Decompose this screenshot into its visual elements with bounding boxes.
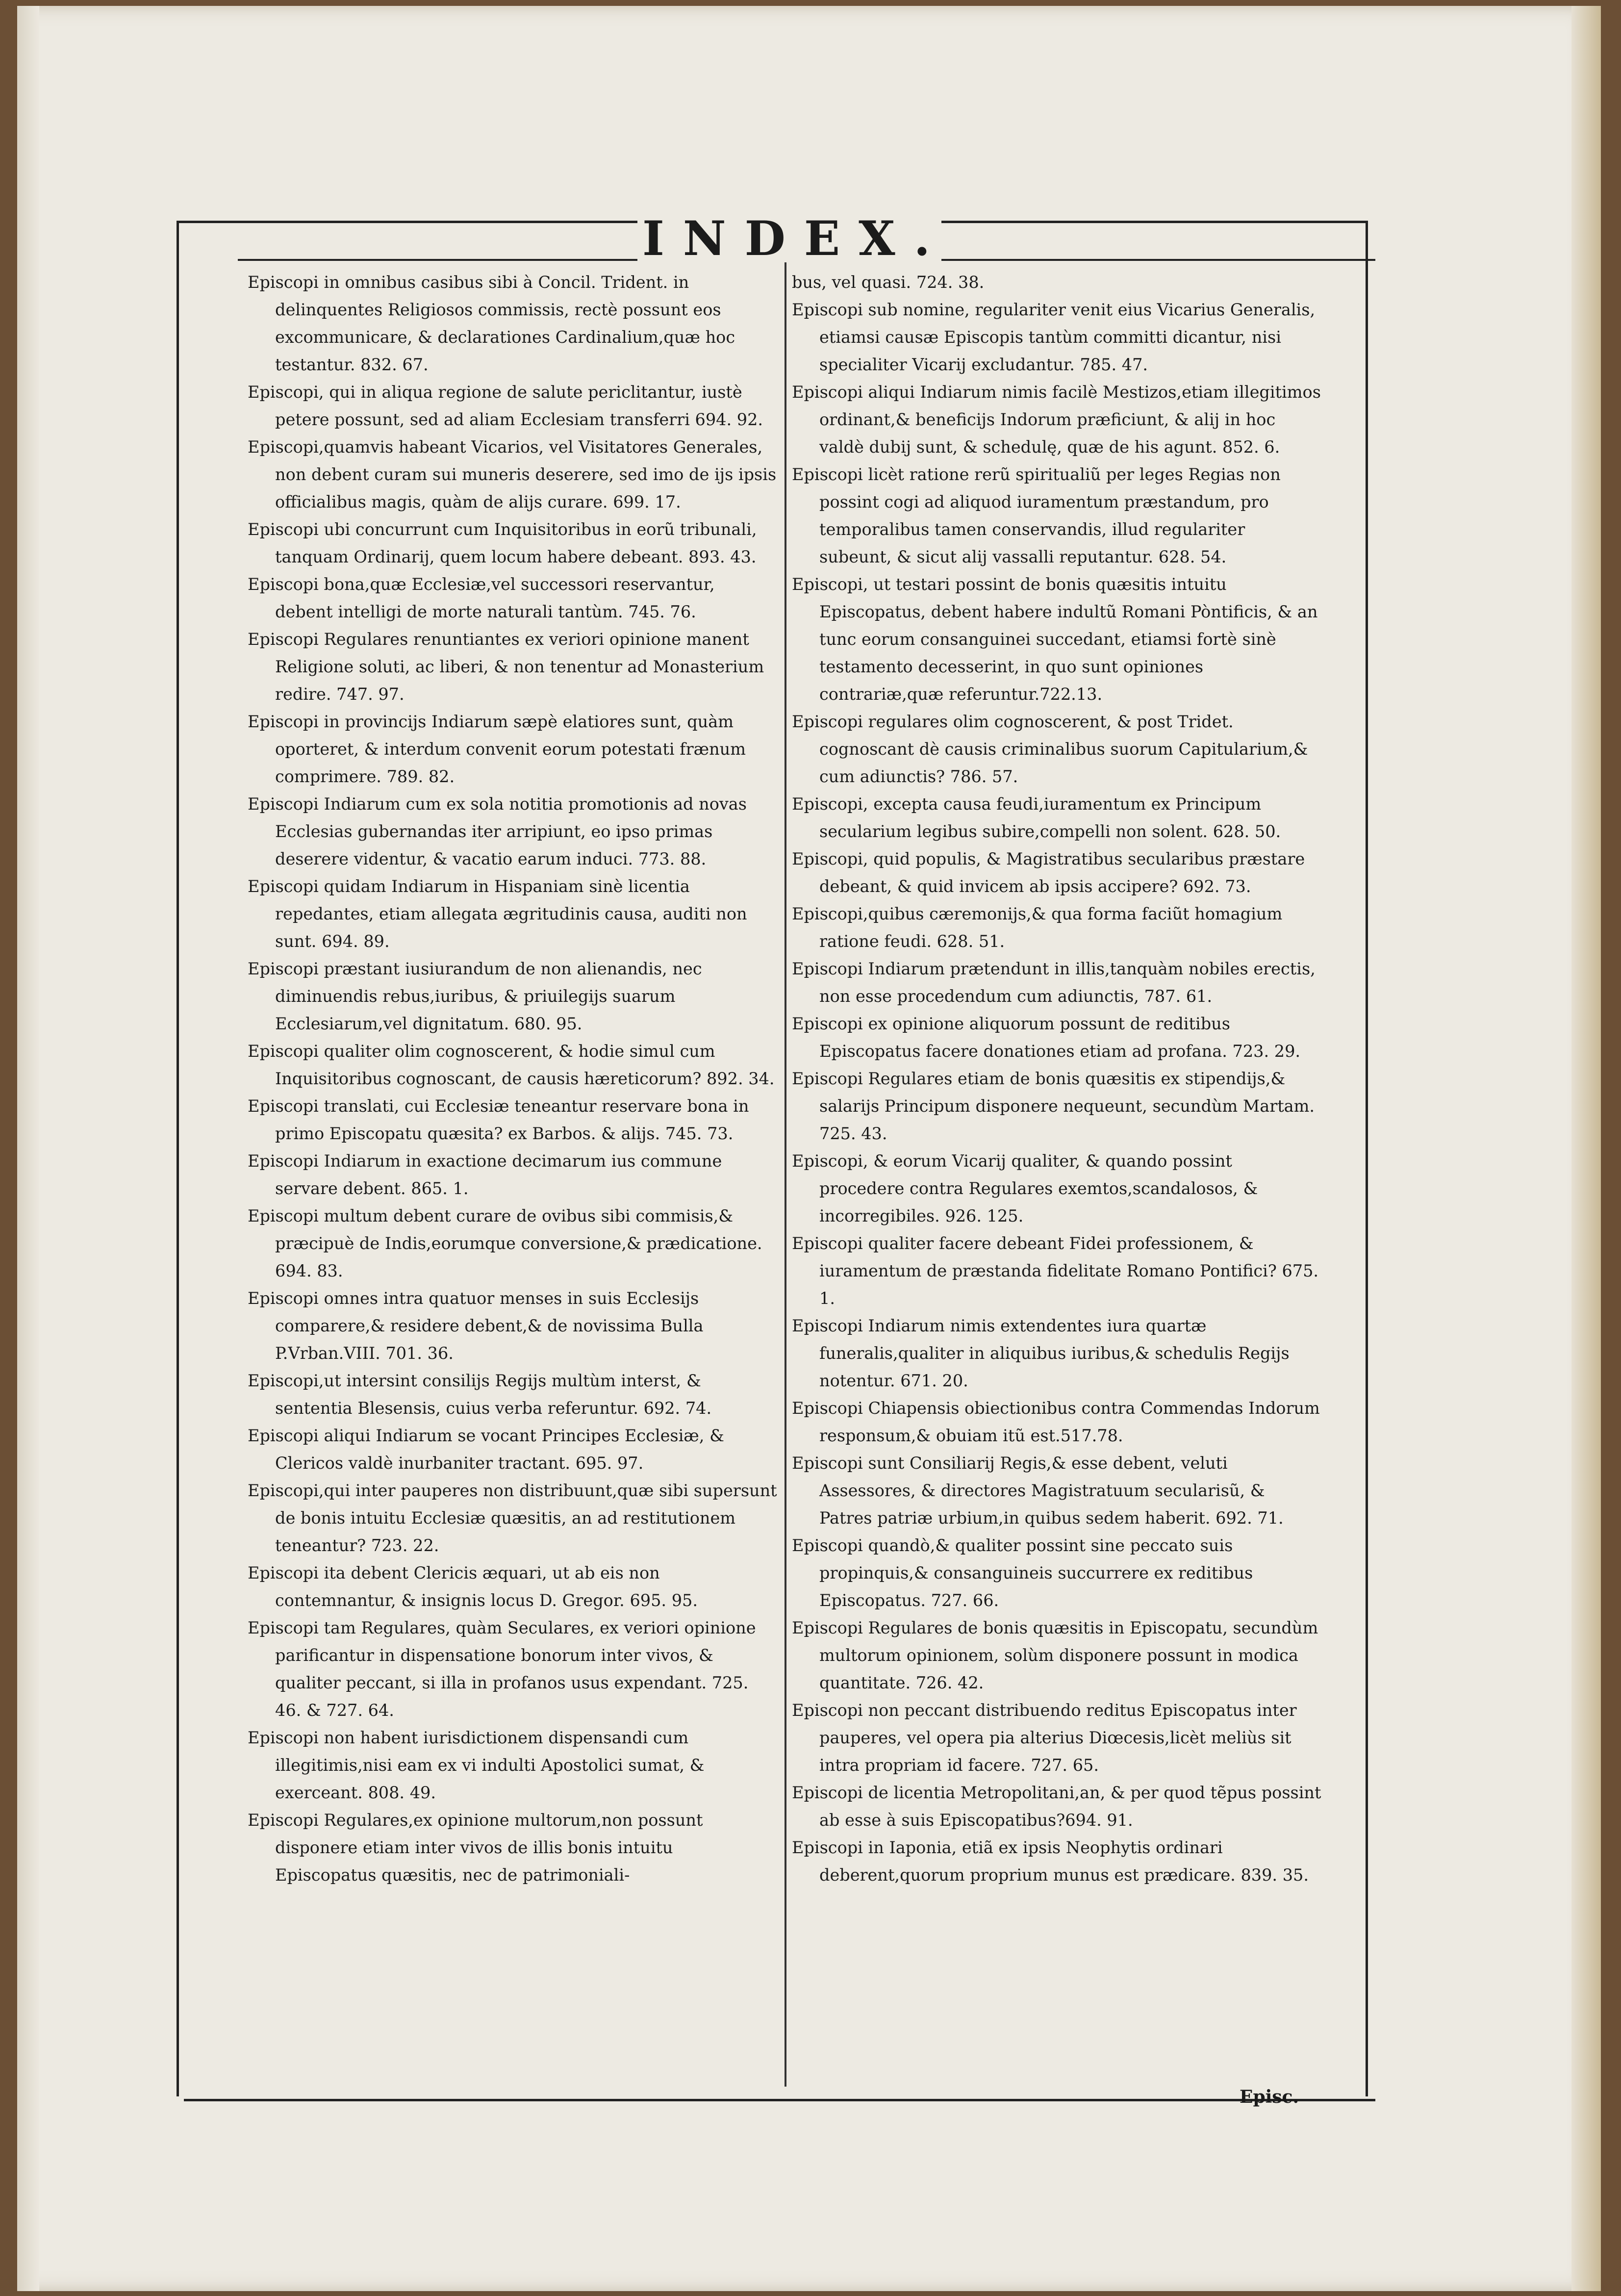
index-entry: Episcopi Chiapensis obiectionibus contra Commendas Indorum responsum,& obuiam itũ est.517.78.: [792, 1399, 1320, 1445]
index-entry: Episcopi qualiter facere debeant Fidei professionem, & iuramentum de præstanda fidelitate Romano Pontifici? 675. 1.: [792, 1234, 1319, 1308]
index-entry: Episcopi,qui inter pauperes non distribuunt,quæ sibi supersunt de bonis intuitu Ecclesiæ quæsitis, an ad restitutionem teneantur? 723. 22.: [248, 1481, 777, 1555]
index-entry: Episcopi de licentia Metropolitani,an, & per quod tẽpus possint ab esse à suis Episcopatibus?694. 91.: [792, 1783, 1321, 1830]
index-entry: Episcopi, qui in aliqua regione de salute periclitantur, iustè petere possunt, sed ad aliam Ecclesiam transferri 694. 92.: [248, 383, 763, 429]
index-entry: Episcopi in omnibus casibus sibi à Concil. Trident. in delinquentes Religiosos commissis, rectè possunt eos excommunicare, & declarationes Cardinalium,quæ hoc testantur. 832. 67.: [248, 273, 735, 374]
index-entry: Episcopi licèt ratione rerũ spiritualiũ per leges Regias non possint cogi ad aliquod iuramentum præstandum, pro temporalibus tamen conservandis, illud regulariter subeunt, & sicut alij vassalli reputantur. 628. 54.: [792, 465, 1281, 566]
index-entry: Episcopi in provincijs Indiarum sæpè elatiores sunt, quàm oporteret, & interdum convenit eorum potestati frænum comprimere. 789. 82.: [248, 712, 746, 786]
index-entry: Episcopi aliqui Indiarum nimis facilè Mestizos,etiam illegitimos ordinant,& beneficijs Indorum præficiunt, & alij in hoc valdè dubij sunt, & schedulę, quæ de his agunt. 852. 6.: [792, 383, 1321, 457]
index-entry: Episcopi Indiarum in exactione decimarum ius commune servare debent. 865. 1.: [248, 1151, 722, 1198]
index-entry: Episcopi quidam Indiarum in Hispaniam sinè licentia repedantes, etiam allegata ægritudinis causa, auditi non sunt. 694. 89.: [248, 877, 747, 951]
index-entry: Episcopi, & eorum Vicarij qualiter, & quando possint procedere contra Regulares exemtos,scandalosos, & incorregibiles. 926. 125.: [792, 1151, 1258, 1225]
index-entry: Episcopi, quid populis, & Magistratibus secularibus præstare debeant, & quid invicem ab ipsis accipere? 692. 73.: [792, 849, 1305, 896]
index-entry: Episcopi non habent iurisdictionem dispensandi cum illegitimis,nisi eam ex vi indulti Apostolici sumat, & exerceant. 808. 49.: [248, 1728, 705, 1802]
index-entry: Episcopi tam Regulares, quàm Seculares, ex veriori opinione parificantur in dispensatione bonorum inter vivos, & qualiter peccant, si illa in profanos usus expendant. 725. 46. & 727. 64.: [248, 1618, 756, 1720]
index-entry: Episcopi qualiter olim cognoscerent, & hodie simul cum Inquisitoribus cognoscant, de causis hæreticorum? 892. 34.: [248, 1042, 775, 1088]
index-entry: Episcopi Regulares de bonis quæsitis in Episcopatu, secundùm multorum opinionem, solùm disponere possunt in modica quantitate. 726. 42.: [792, 1618, 1318, 1692]
index-entry: Episcopi sub nomine, regulariter venit eius Vicarius Generalis, etiamsi causæ Episcopis tantùm committi dicantur, nisi specialiter Vicarij excludantur. 785. 47.: [792, 300, 1316, 374]
index-entry: Episcopi aliqui Indiarum se vocant Principes Ecclesiæ, & Clericos valdè inurbaniter tractant. 695. 97.: [248, 1426, 724, 1473]
index-entry: Episcopi,ut intersint consilijs Regijs multùm interst, & sententia Blesensis, cuius verba referuntur. 692. 74.: [248, 1371, 712, 1418]
index-entry: Episcopi Regulares etiam de bonis quæsitis ex stipendijs,& salarijs Principum disponere nequeunt, secundùm Martam. 725. 43.: [792, 1069, 1315, 1143]
column-divider: [785, 262, 786, 2087]
index-entry: Episcopi in Iaponia, etiã ex ipsis Neophytis ordinari deberent,quorum proprium munus est prædicare. 839. 35.: [792, 1838, 1309, 1885]
page-fold: [17, 6, 39, 2291]
index-entry: Episcopi omnes intra quatuor menses in suis Ecclesijs comparere,& residere debent,& de novissima Bulla P.Vrban.VIII. 701. 36.: [248, 1289, 704, 1363]
index-entry: Episcopi non peccant distribuendo reditus Episcopatus inter pauperes, vel opera pia alterius Diœcesis,licèt meliùs sit intra propriam id facere. 727. 65.: [792, 1701, 1297, 1775]
index-entry: bus, vel quasi. 724. 38.: [792, 273, 985, 292]
index-entry: Episcopi ex opinione aliquorum possunt de reditibus Episcopatus facere donationes etiam ad profana. 723. 29.: [792, 1014, 1301, 1061]
index-entry: Episcopi Indiarum nimis extendentes iura quartæ funeralis,qualiter in aliquibus iuribus,& schedulis Regijs notentur. 671. 20.: [792, 1316, 1290, 1390]
index-entry: Episcopi, ut testari possint de bonis quæsitis intuitu Episcopatus, debent habere indultũ Romani Pòntificis, & an tunc eorum consanguinei succedant, etiamsi fortè sinè testamento decesserint, in quo sunt opiniones contrariæ,quæ referuntur.722.13.: [792, 575, 1318, 704]
index-entry: Episcopi ita debent Clericis æquari, ut ab eis non contemnantur, & insignis locus D. Gregor. 695. 95.: [248, 1563, 698, 1610]
index-entry: Episcopi,quibus cæremonijs,& qua forma faciũt homagium ratione feudi. 628. 51.: [792, 904, 1283, 951]
index-entry: Episcopi, excepta causa feudi,iuramentum ex Principum secularium legibus subire,compelli non solent. 628. 50.: [792, 794, 1281, 841]
catchword: Episc.: [1240, 2087, 1299, 2107]
index-entry: Episcopi regulares olim cognoscerent, & post Tridet. cognoscant dè causis criminalibus suorum Capitularium,& cum adiunctis? 786. 57.: [792, 712, 1308, 786]
index-entry: Episcopi Regulares renuntiantes ex veriori opinione manent Religione soluti, ac liberi, & non tenentur ad Monasterium redire. 747. 97.: [248, 630, 764, 704]
index-entry: Episcopi sunt Consiliarij Regis,& esse debent, veluti Assessores, & directores Magistratuum secularisũ, & Patres patriæ urbium,in quibus sedem haberit. 692. 71.: [792, 1454, 1284, 1528]
right-column: [792, 269, 1321, 1889]
left-column: [248, 269, 777, 1889]
index-entry: Episcopi quandò,& qualiter possint sine peccato suis propinquis,& consanguineis succurrere ex reditibus Episcopatus. 727. 66.: [792, 1536, 1253, 1610]
index-entry: Episcopi translati, cui Ecclesiæ teneantur reservare bona in primo Episcopatu quæsita? ex Barbos. & alijs. 745. 73.: [248, 1097, 749, 1143]
index-entry: Episcopi Regulares,ex opinione multorum,non possunt disponere etiam inter vivos de illis bonis intuitu Episcopatus quæsitis, nec de patrimoniali-: [248, 1811, 703, 1885]
bottom-rule: [184, 2099, 1375, 2101]
index-entry: Episcopi bona,quæ Ecclesiæ,vel successori reservantur, debent intelligi de morte naturali tantùm. 745. 76.: [248, 575, 715, 621]
index-entry: Episcopi Indiarum cum ex sola notitia promotionis ad novas Ecclesias gubernandas iter arripiunt, eo ipso primas deserere videntur, & vacatio earum induci. 773. 88.: [248, 794, 747, 868]
page-edge: [1571, 6, 1601, 2291]
index-entry: Episcopi,quamvis habeant Vicarios, vel Visitatores Generales, non debent curam sui muneris deserere, sed imo de ijs ipsis officialibus magis, quàm de alijs curare. 699. 17.: [248, 437, 777, 511]
page-title: INDEX.: [637, 211, 941, 266]
index-entry: Episcopi Indiarum prætendunt in illis,tanquàm nobiles erectis, non esse procedendum cum adiunctis, 787. 61.: [792, 959, 1316, 1006]
index-entry: Episcopi ubi concurrunt cum Inquisitoribus in eorũ tribunali, tanquam Ordinarij, quem locum habere debeant. 893. 43.: [248, 520, 757, 566]
index-entry: Episcopi præstant iusiurandum de non alienandis, nec diminuendis rebus,iuribus, & priuilegijs suarum Ecclesiarum,vel dignitatum. 680. 95.: [248, 959, 702, 1033]
index-entry: Episcopi multum debent curare de ovibus sibi commisis,& præcipuè de Indis,eorumque conversione,& prædicatione. 694. 83.: [248, 1206, 762, 1280]
